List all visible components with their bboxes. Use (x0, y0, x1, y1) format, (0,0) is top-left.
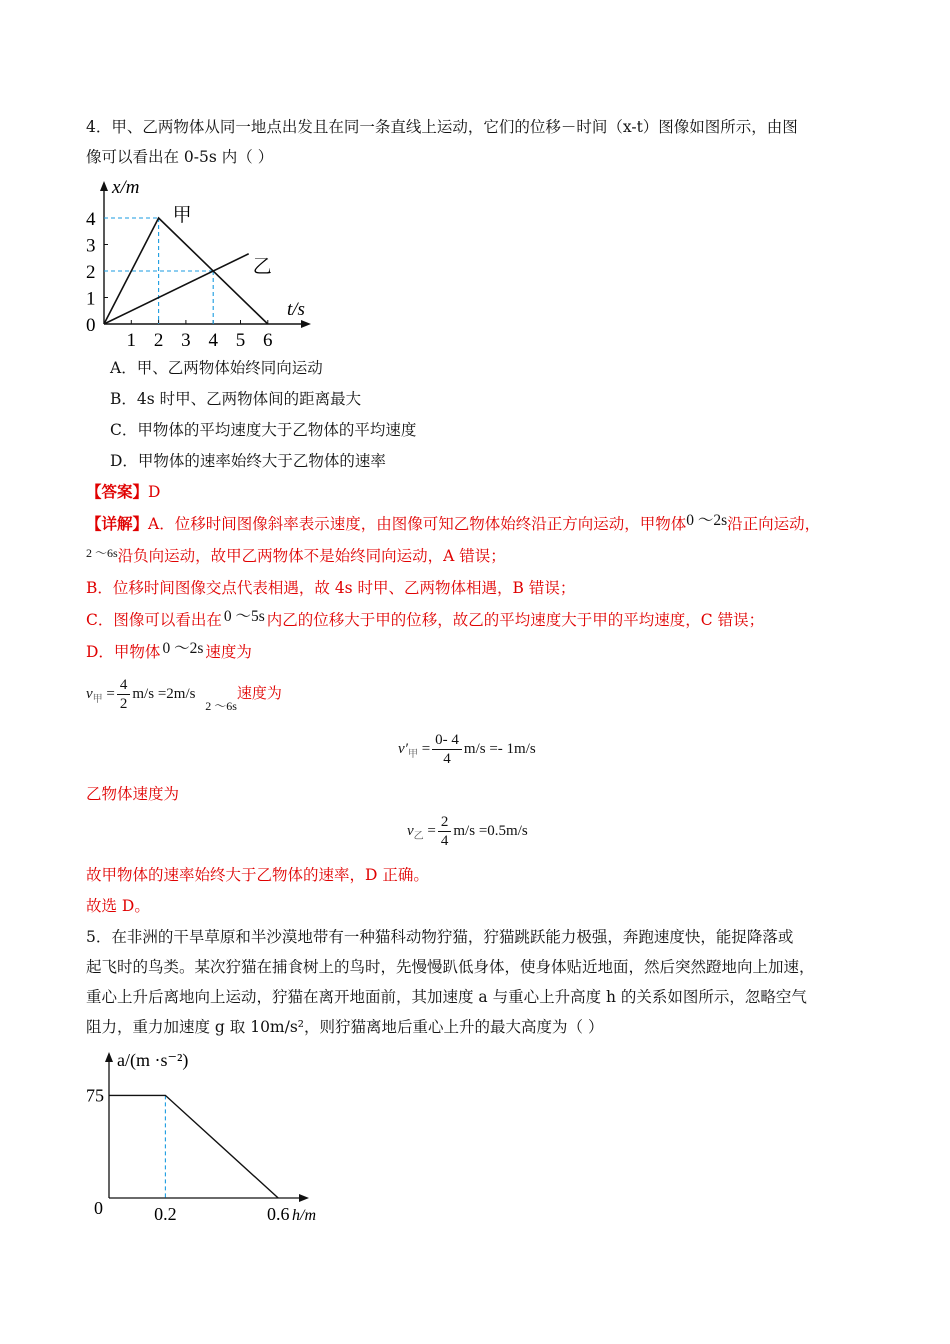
x-tick-label: 0.2 (154, 1204, 177, 1224)
interval-0-5s: 0 ～5s (223, 608, 265, 625)
x-axis-arrow (299, 1194, 309, 1202)
y-tick-label: 75 (86, 1085, 104, 1106)
q5-line4: 阻力，重力加速度 g 取 10m/s²，则狞猫离地后重心上升的最大高度为（ ） (86, 1018, 604, 1036)
eq2-den: 4 (443, 751, 451, 767)
origin-label: 0 (94, 1198, 103, 1218)
speed-label: 速度为 (236, 683, 282, 702)
detail-c-text: C．图像可以看出在 (86, 611, 222, 629)
eq3-eq: = (427, 822, 436, 839)
eq1-sub: 甲 (92, 693, 103, 705)
x-axis-label: h/m (292, 1207, 316, 1224)
detail-d (86, 642, 252, 663)
answer-value: D (148, 483, 161, 501)
detail-a-text2: 沿正向运动， (727, 515, 821, 533)
conclusion: 故甲物体的速率始终大于乙物体的速率，D 正确。 (86, 866, 429, 884)
q4-stem-line1: 4．甲、乙两物体从同一地点出发且在同一条直线上运动，它们的位移－时间（x-t）图像如图所示，由图 (86, 118, 798, 136)
y-tick-label: 4 (86, 209, 96, 230)
q4-option-b: B．4s 时甲、乙两物体间的距离最大 (110, 390, 362, 408)
equation-v-jia (86, 676, 282, 713)
detail-d-text2: 速度为 (205, 643, 252, 661)
y-axis-label: a/(m ·s⁻²) (117, 1050, 189, 1070)
detail-c-text2: 内乙的位移大于甲的位移，故乙的平均速度大于甲的平均速度，C 错误； (266, 611, 765, 629)
q4-option-c: C．甲物体的平均速度大于乙物体的平均速度 (110, 421, 417, 439)
eq2-fraction (432, 731, 462, 768)
y-tick-label: 2 (86, 262, 96, 283)
eq1-num: 4 (117, 676, 131, 695)
series-jia-label: 甲 (172, 205, 192, 226)
y-tick-label: 1 (86, 288, 96, 310)
x-axis-label: t/s (287, 299, 305, 320)
interval-0-2s: 0 ～2s (686, 512, 728, 529)
x-tick-label: 0.6 (266, 1204, 290, 1224)
series-yi-label: 乙 (252, 256, 272, 278)
choose-answer: 故选 D。 (86, 897, 150, 915)
ah-chart (82, 1044, 332, 1229)
q4-option-a: A．甲、乙两物体始终同向运动 (110, 359, 323, 377)
detail-tag: 【详解】 (86, 514, 149, 533)
eq1-fraction (117, 676, 131, 713)
series-a-line (109, 1095, 278, 1198)
yi-speed-label: 乙物体速度为 (86, 785, 180, 803)
eq3-den: 4 (440, 833, 449, 849)
eq2-v: v′ (398, 740, 408, 757)
eq2-sub: 甲 (407, 748, 418, 760)
interval-2-6s-small: 2 ～6s (205, 698, 237, 713)
detail-line2 (86, 546, 506, 567)
eq2-rest: m/s =- 1m/s (463, 740, 536, 757)
x-axis-arrow (301, 320, 311, 328)
y-tick-label: 3 (86, 235, 96, 257)
eq3-rest: m/s =0.5m/s (453, 822, 528, 839)
x-tick-label: 1 (126, 330, 137, 351)
x-tick-label: 3 (181, 330, 191, 351)
eq3-v: v (407, 822, 414, 839)
equation-v-jia-prime (398, 731, 536, 768)
interval-0-2s-d: 0 ～2s (162, 640, 204, 657)
eq3-fraction (438, 813, 452, 850)
xt-chart (82, 176, 322, 351)
eq1-v: v (86, 685, 93, 702)
series-yi-line (104, 254, 249, 324)
x-tick-label: 4 (208, 330, 218, 351)
origin-label: 0 (86, 315, 96, 336)
eq1-den: 2 (119, 696, 128, 712)
eq1-rest: m/s =2m/s (132, 685, 196, 702)
equation-v-yi (407, 813, 528, 850)
interval-2-6s: 2 ～6s (86, 546, 118, 560)
x-tick-label: 6 (263, 330, 273, 351)
detail-c (86, 610, 764, 631)
q4-stem-line2: 像可以看出在 0-5s 内（ ） (86, 148, 274, 166)
eq2-eq: = (421, 740, 431, 757)
eq1-eq: = (106, 685, 115, 702)
x-tick-label: 2 (153, 330, 164, 351)
q5-line2: 起飞时的鸟类。某次狞猫在捕食树上的鸟时，先慢慢趴低身体，使身体贴近地面，然后突然蹬地向上加速， (86, 958, 815, 976)
detail-a-text3: 沿负向运动，故甲乙两物体不是始终同向运动，A 错误； (117, 547, 506, 565)
detail-a-text: A．位移时间图像斜率表示速度，由图像可知乙物体始终沿正方向运动，甲物体 (148, 515, 687, 533)
answer-line (86, 482, 160, 502)
eq3-num: 2 (438, 813, 452, 832)
detail-b: B．位移时间图像交点代表相遇，故 4s 时甲、乙两物体相遇，B 错误； (86, 579, 576, 597)
y-axis-label: x/m (112, 177, 140, 198)
q5-line3: 重心上升后离地向上运动，狞猫在离开地面前，其加速度 a 与重心上升高度 h 的关系如图所示，忽略空气 (86, 988, 807, 1006)
eq2-num: 0- 4 (432, 731, 462, 750)
eq3-sub: 乙 (413, 830, 424, 842)
detail-d-text: D．甲物体 (86, 643, 161, 661)
answer-tag: 【答案】 (86, 482, 149, 501)
y-axis-arrow (100, 181, 108, 191)
q5-line1: 5．在非洲的干旱草原和半沙漠地带有一种猫科动物狞猫，狞猫跳跃能力极强，奔跑速度快，能捉降落或 (86, 928, 794, 946)
x-tick-label: 5 (235, 330, 246, 351)
q4-option-d: D．甲物体的速率始终大于乙物体的速率 (110, 452, 386, 470)
detail-line1 (86, 514, 820, 535)
y-axis-arrow (105, 1052, 113, 1062)
